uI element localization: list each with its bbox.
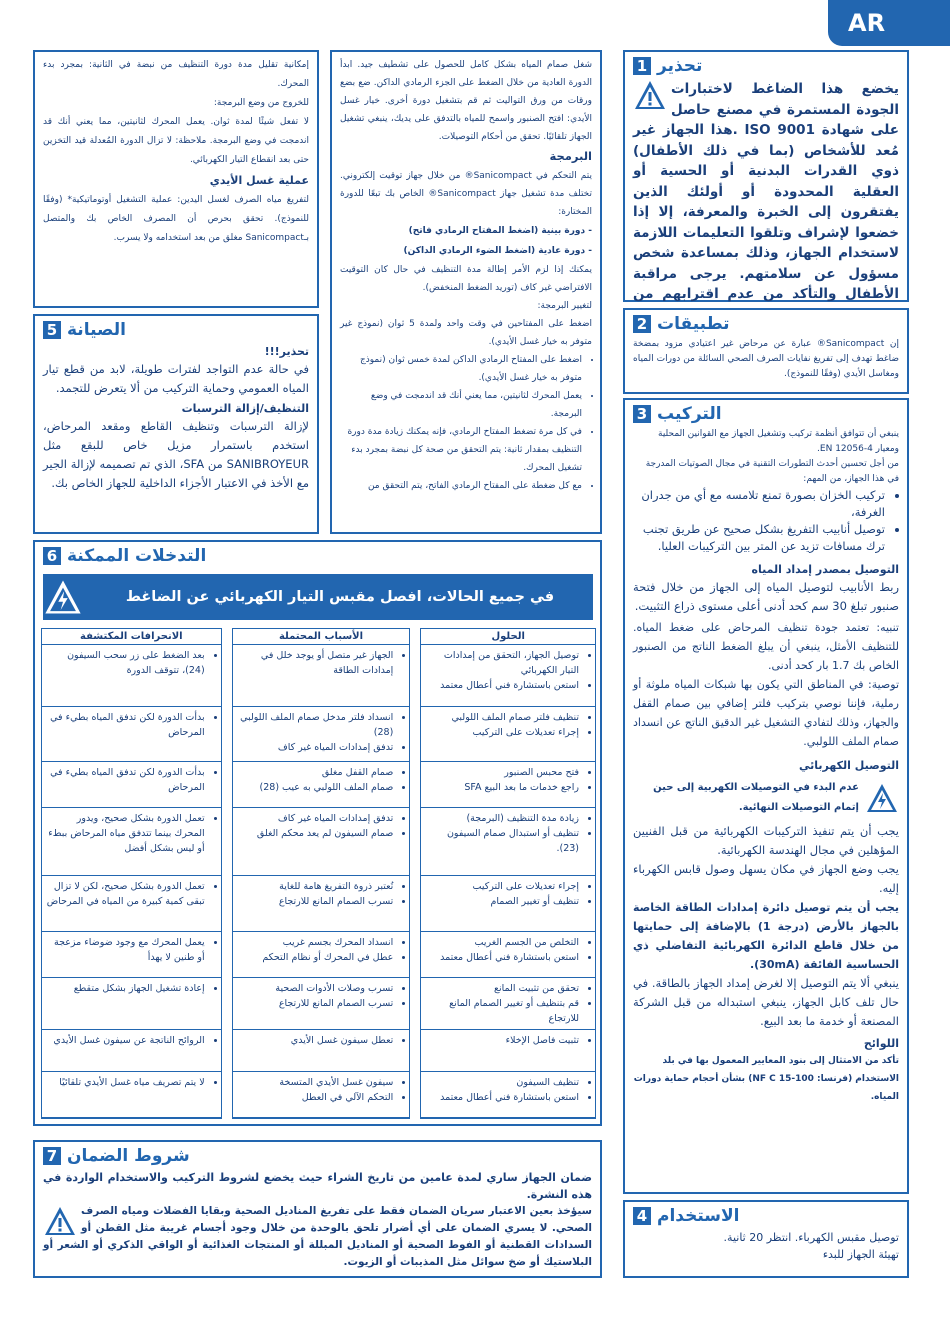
list-item: • إعادة تشغيل الجهاز بشكل متقطع [46,981,205,996]
warranty-text: ضمان الجهاز ساري لمدة عامين من تاريخ الشراء حيث يخضع لشروط التركيب والاستخدام الواردة في هذه النشرة. [43,1171,592,1201]
list-item: • زيادة مدة التنظيف (البرمجة) [425,811,579,826]
section-title: التدخلات الممكنة [67,546,207,566]
usage-line: تهيئة الجهاز للبدء [822,1248,899,1261]
section-title: شروط الضمان [67,1146,190,1166]
cycle-short: - دورة بينية (اضغط المفتاح الرمادي فاتح) [408,226,592,236]
column-header: الانحرافات المكتشفة [42,629,221,645]
table-cell [421,978,595,1030]
section-number: 5 [43,321,61,339]
standards-text: ينبغي أن تتوافق أنظمة تركيب وتشغيل الجهاز مع القوانين المحلية ومعيار EN 12056-4. [658,429,899,454]
table-cell [42,762,221,808]
language-tab [828,0,950,46]
earthing-requirement: يجب أن يتم توصيل دائرة إمدادات الطاقة الخاصة بالجهاز بالأرض (درجة 1) بالإضافة إلى حمايتها من خلال قاطع الدائرة الكهربائية التفاضلي ذي الحساسية الفائقة (30mA). [633,901,900,971]
table-cell [421,1030,595,1072]
list-item: • التحكم الآلي في العطل [237,1090,394,1105]
list-item: • إجراء تعديلات على التركيب [425,879,579,894]
filter-recommendation: توصية: في المناطق التي يكون بها شبكات المياه ملوثة أو رملية، فإننا نوصي بتركيب فلتر إضافي بين صمام القفل والجهاز، وذلك لتفادي التشغيل غير الدقيق الناتج عن انسداد صمام الملف اللولبي. [633,678,899,748]
table-cell [421,645,595,707]
list-item: • تنظيف السيفون [425,1075,579,1090]
faults-cells [42,645,221,1118]
list-item: • يعمل المحرك لثانيتين، مما يعني أنك قد اندمجت في وضع البرمجة. [340,387,582,423]
section-title: الصيانة [67,320,126,340]
list-item: • قم بتنظيف أو تغيير الصمام المانع للارتجاع [425,996,579,1026]
list-item: • التخلص من الجسم الغريب [425,935,579,950]
table-column-causes [232,628,411,1119]
exit-text: لا تفعل شيئًا لمدة ثوان. يعمل المحرك لثانيتين، مما يعني أنك قد اندمجت في وضع البرمجة. ملاحظة: لا تزال الدورة المُعدلة قيد التخزين حتى بعد انقطاع التيار الكهربائي. [43,117,309,165]
section-number: 3 [633,405,651,423]
column-header: الأسباب المحتملة [233,629,410,645]
list-item: • لا يتم تصريف مياه غسل الأيدي تلقائيًا [46,1075,205,1090]
list-item: • إجراء تعديلات على التركيب [425,725,579,740]
list-item: • تسرب الصمام المانع للارتجاع [237,996,394,1011]
list-item: • في كل مرة تضغط المفتاح الرمادي، فإنه يمكنك زيادة مدة دورة التنظيف بمقدار ثانية: يتم التحقق من صحة كل نبضة بمجرد بدء تشغيل المحرك. [340,423,582,477]
section-number: 7 [43,1147,61,1165]
column-programming [330,50,602,534]
regulations-text: تأكد من الامتثال إلى بنود المعايير المعمول بها في بلد الاستخدام (فرنسا: NF C 15-100) بشأن أحجام حماية دورات المياه. [633,1056,899,1102]
warranty-exclusions: سيؤخذ بعين الاعتبار سريان الضمان فقط على تفريغ المناديل الصحية وبقايا الفضلات ومياه الصرف الصحي. لا يسري الضمان على أي أضرار تلحق بالوحدة من خلال وجود أجسام غريبة مثل القطن أو السدادات القطنية أو الفوط الصحية أو المناديل المبللة أو المنتجات الغذائية أو الواقي الذكري أو الشعر أو البلاستيك أو ضخ سوائل مثل المذيبات أو الزيوت. [43,1205,592,1268]
list-item: • تدفق إمدادات المياه غير كاف [237,811,394,826]
list-item: • بدأت الدورة لكن تدفق المياه بطيء في المرحاض [46,710,205,740]
acoustics-text: من أجل تحسين أحدث التطورات التقنية في مجال الصوتيات المدرجة في هذا الجهاز، من المهم: [645,459,899,484]
warning-triangle-icon [43,1205,77,1237]
list-item: • صمام السيفون لم يعد محكم الغلق [237,826,394,841]
exit-heading: للخروج من وضع البرمجة: [213,98,309,108]
table-cell [233,1072,410,1118]
section-title: التركيب [657,404,722,424]
installation-bullets [633,487,899,555]
list-item: • انسداد المحرك بجسم غريب [237,935,394,950]
electric-text-3: ينبغي ألا يتم التوصيل إلا لغرض إمداد الجهاز بالطاقة. في حال تلف كابل الجهاز، ينبغي استبداله من قبل الشركة المصنعة أو خدمة ما بعد البيع. [633,976,899,1028]
table-cell [421,876,595,932]
list-item: • تركيب الخزان بصورة تمنع تلامسه مع أي من جدران الغرفة، [633,487,885,521]
water-heading: التوصيل بمصدر إمداد المياه [751,563,899,576]
list-item: • بعد الضغط على زر سحب السيفون (24)، تتوقف الدورة [46,648,205,678]
list-item: • عطل في المحرك أو نظام التحكم [237,950,394,965]
electric-warning: عدم البدء في التوصيلات الكهربية إلى حين إتمام التوصيلات النهائية. [653,782,859,813]
table-cell [42,808,221,876]
trouble-table-wrap [41,628,596,1119]
section-number: 4 [633,1207,651,1225]
programming-heading: البرمجة [549,149,592,163]
table-cell [42,978,221,1030]
press-both-text: اضغط على المفتاحين في وقت واحد ولمدة 5 ثوان (نموذج غير متوفر به خيار غسل الأيدي). [340,319,593,347]
table-cell [42,932,221,978]
table-cell [233,978,410,1030]
warning-text: يخضع هذا الضاغط لاختبارات الجودة المستمرة في مصنع حاصل على شهادة ISO 9001 .هذا الجهاز غير مُعد للأشخاص (بما في ذلك الأطفال) ذوي القدرات البدنية أو الحسية أو العقلية المحدودة أو أولئك الذين يفتقرون إلى الخبرة والمعرفة، إلا إذا خضعوا لإشراف وتلقوا التعليمات اللازمة لاستخدام الجهاز، وذلك بمساعدة شخص مسؤول عن سلامتهم. يرجى مراقبة الأطفال والتأكد من عدم اقترابهم من [633,81,900,302]
list-item: • تحقق من تثبيت المانع [425,981,579,996]
handwash-text: لتفريغ مياه الصرف لغسل اليدين: عملية التشغيل أوتوماتيكية* (وفقًا للنموذج). تحقق بحرص أن المصرف الخاص بك والمتصل بـSanicompact مغلق من بعد استخدامه ولا يسرب. [43,195,309,243]
table-cell [233,762,410,808]
list-item: • تسرب وصلات الأدوات الصحية [237,981,394,996]
table-column-faults [41,628,222,1119]
electric-hazard-icon [865,782,899,814]
list-item: • توصيل أنابيب التفريغ بشكل صحيح عن طريق تجنب ترك مسافات تزيد عن المتر بين التركيبات العليا. [633,521,885,555]
table-cell [42,1072,221,1118]
list-item: • سيفون غسل الأيدي المتسخة [237,1075,394,1090]
table-cell [42,645,221,707]
section-installation [623,398,909,1194]
table-column-solutions [420,628,596,1119]
descaling-text: لإزالة الترسبات وتنظيف القاطع ومقعد المرحاض، استخدم باستمرار مزيل خاص للبقع مثل SANIBROYEUR من SFA، الذي تم تصميمه لإزالة الجير مع الأخذ في الاعتبار الأجزاء الداخلية للجهاز الخاص بك. [43,419,309,490]
list-item: • تدفق إمدادات المياه غير كاف [237,740,394,755]
list-item: • مع كل ضغطة على المفتاح الرمادي الفاتح، يتم التحقق من [340,477,582,495]
electric-heading: التوصيل الكهربائي [799,759,899,772]
change-program-heading: لتغيير البرمجة: [537,301,592,311]
start-text: شغل صمام المياه بشكل كامل للحصول على تشطيف جيد. ابدأ الدورة العادية من خلال الضغط على الجزء الرمادي الداكن. ضع بضع ورقات من ورق التواليت ثم قم بتشغيل دورة أخرى. خيار غسل الأيدي: افتح الصنبور واسمح للمياه بالتدفق على يديك، ينبغي تشغيل الجهاز تلقائيًا. تحقق من أحكام التوصيلات. [340,60,592,142]
list-item: • استعن باستشارة فني أعطال معتمد [425,678,579,693]
list-item: • اضغط على المفتاح الرمادي الداكن لمدة خمس ثوان (نموذج متوفر به خيار غسل الأيدي). [340,351,582,387]
section-title: تطبيقات [657,314,730,334]
list-item: • يعمل المحرك مع وجود ضوضاء مزعجة أو طنين لا يهدأ [46,935,205,965]
list-item: • استعن باستشارة فني أعطال معتمد [425,950,579,965]
regulations-heading: اللوائح [863,1037,899,1050]
list-item: • تنظيف أو تغيير الصمام [425,894,579,909]
list-item: • صمام الملف اللولبي به عيب (28) [237,780,394,795]
list-item: • بدأت الدورة لكن تدفق المياه بطيء في المرحاض [46,765,205,795]
list-item: • صمام القفل مغلق [237,765,394,780]
list-item: • تُعتبر ذروة التفريغ هامة للغاية [237,879,394,894]
table-cell [233,707,410,762]
banner-text: في جميع الحالات، افصل مقبس التيار الكهربائي عن الضاغط [125,589,555,605]
section-number: 2 [633,315,651,333]
list-item: • استعن باستشارة فني أعطال معتمد [425,1090,579,1105]
table-cell [421,932,595,978]
programming-text: يتم التحكم في Sanicompact® من خلال جهاز توقيت إلكتروني. تختلف مدة تشغيل جهاز Sanicompact® الخاص بك تبعًا للدورة المختارة: [340,171,592,217]
electric-hazard-icon [43,578,83,616]
cycle-normal: - دورة عادية (اضغط الضوء الرمادي الداكن) [403,246,592,256]
solutions-cells [421,645,595,1118]
table-cell [421,707,595,762]
list-item: • تثبيت فاصل الإخلاء [425,1033,579,1048]
programming-bullets [340,351,592,495]
section-warning [623,50,909,302]
table-cell [421,808,595,876]
list-item: • الروائح الناتجة عن سيفون غسل الأيدي [46,1033,205,1048]
list-item: • تنظيف أو استبدال صمام السيفون (23). [425,826,579,856]
section-number: 6 [43,547,61,565]
disconnect-banner [43,574,593,620]
list-item: • تعمل الدورة بشكل صحيح، لكن لا تزال تبقى كمية كبيرة من المياه في المرحاض [46,879,205,909]
list-item: • تسرب الصمام المانع للارتجاع [237,894,394,909]
section-number: 1 [633,57,651,75]
pressure-note: تنبيه: تعتمد جودة تنظيف المرحاض على ضغط المياه. للتنظيف الأمثل، ينبغي أن يبلغ الضغط الناتج من الصنبور الخاص بك 1.7 بار كحد أدنى. [633,621,899,672]
list-item: • الجهاز غير متصل أو يوجد خلل في إمدادات الطاقة [237,648,394,678]
warning-triangle-icon [633,79,667,111]
column-programming-cont [33,50,319,308]
maintenance-warning: تحذير!!! [264,345,309,358]
section-maintenance [33,314,319,534]
usage-line: توصيل مقبس الكهرباء. انتظر 20 ثانية. [723,1231,899,1244]
section-title: الاستخدام [657,1206,740,1226]
list-item: • تعمل الدورة بشكل صحيح، ويدور المحرك بينما تتدفق مياه المرحاض ببطء أو ليس بشكل أفضل [46,811,205,856]
water-text: ربط الأنابيب لتوصيل المياه إلى الجهاز من خلال فتحة صنبور تبلغ 30 سم كحد أدنى أعلى مستوى ذراع التثبيت. [633,580,899,613]
section-troubleshooting [33,540,602,1126]
list-item: • تنظيف فلتر صمام الملف اللولبي [425,710,579,725]
extend-text: يمكنك إذا لزم الأمر إطالة مدة التنظيف في حال كان التوقيت الافتراضي غير كاف (توريد الضغط المنخفض). [340,265,592,293]
list-item: • انسداد فلتر مدخل صمام الملف اللولبي (28) [237,710,394,740]
table-cell [233,645,410,707]
section-title: تحذير [657,56,703,76]
column-header: الحلول [421,629,595,645]
handwash-heading: عملية غسل الأيدي [209,174,309,187]
language-label: AR [848,9,886,37]
table-cell [42,876,221,932]
section-usage [623,1200,909,1278]
table-cell [233,808,410,876]
table-cell [233,876,410,932]
descaling-heading: التنظيف/إزالة الترسبات [181,402,309,415]
section-warranty [33,1140,602,1278]
table-cell [42,1030,221,1072]
table-cell [421,1072,595,1118]
table-cell [233,932,410,978]
list-item: • تعطل سيفون غسل الأيدي [237,1033,394,1048]
table-cell [233,1030,410,1072]
electric-text-2: يجب وضع الجهاز في مكان يسهل وصول قابس الكهرباء إليه. [633,862,899,895]
table-cell [42,707,221,762]
causes-cells [233,645,410,1118]
section-applications [623,308,909,394]
electric-text-1: يجب أن يتم تنفيذ التركيبات الكهربائية من قبل الفنيين المؤهلين في مجال الهندسة الكهربائية. [633,824,899,857]
reduce-text: إمكانية تقليل مدة دورة التنظيف من نبضة في الثانية: بمجرد بدء المحرك. [43,60,309,89]
list-item: • توصيل الجهاز، التحقق من إمدادات التيار الكهربائي [425,648,579,678]
list-item: • راجع خدمات ما بعد البيع SFA [425,780,579,795]
applications-text: إن Sanicompact® عبارة عن مرحاض غير اعتيادي مزود بمضخة ضاغط تهدف إلى تفريغ نفايات الصرف الصحي السائلة من دورات المياه ومغاسل الأيدي (وفقًا للنموذج). [633,339,899,379]
maintenance-text: في حالة عدم التواجد لفترات طويلة، لابد من قطع تيار المياه العمومي وحماية التركيب من ألا يتعرض للتجمد. [43,362,309,395]
table-cell [421,762,595,808]
list-item: • فتح محبس الصنبور [425,765,579,780]
